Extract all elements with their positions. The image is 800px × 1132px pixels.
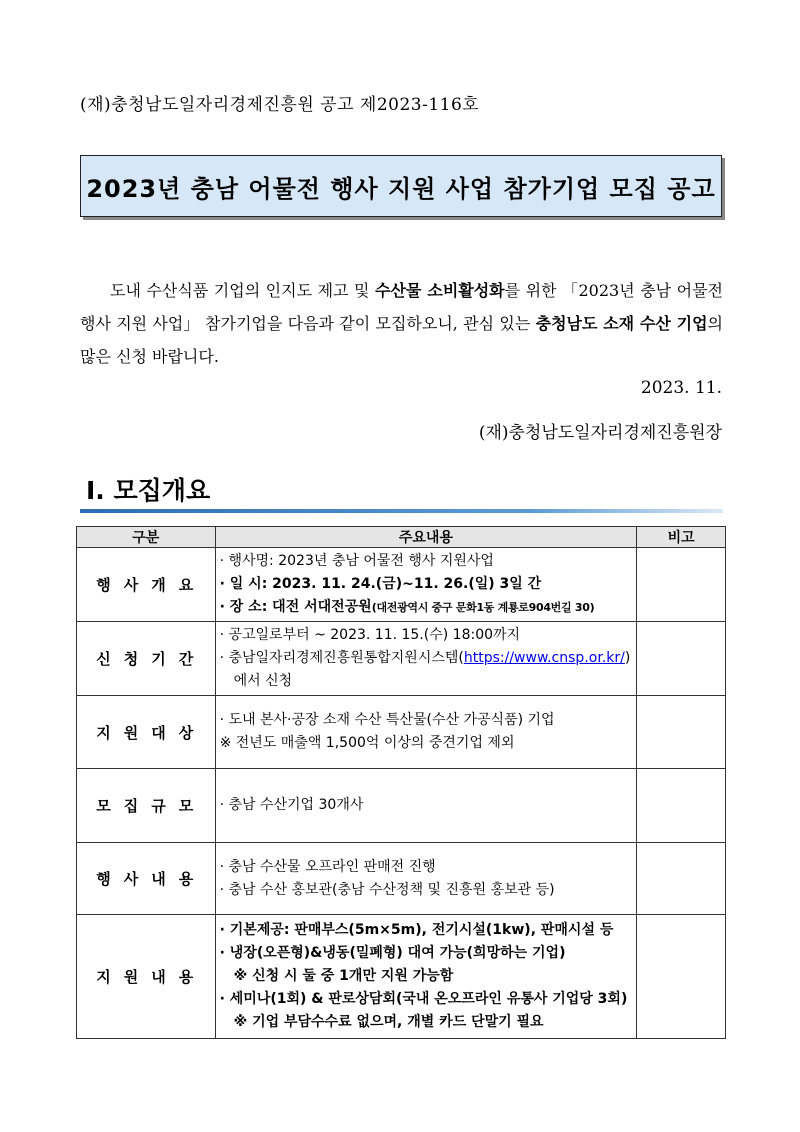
content-line: · 도내 본사·공장 소재 수산 특산물(수산 가공식품) 기업: [219, 712, 555, 728]
content-line: · 일 시: 2023. 11. 24.(금)~11. 26.(일) 3일 간: [219, 576, 542, 592]
row-category: 지원대상: [77, 696, 216, 769]
table-row: [77, 548, 726, 622]
table-row: [77, 622, 726, 696]
title-box: [80, 155, 722, 217]
content-line: · 충남 수산물 오프라인 판매전 진행: [219, 858, 436, 875]
table-row: [77, 843, 726, 915]
row-category: 모집규모: [77, 769, 216, 843]
row-content: [215, 548, 637, 622]
notice-number: (재)충청남도일자리경제진흥원 공고 제2023-116호: [80, 95, 480, 115]
table-header-row: [77, 527, 726, 548]
row-note: [637, 696, 726, 769]
table-row: [77, 769, 726, 843]
content-line: · 냉장(오픈형)&냉동(밀폐형) 대여 가능(희망하는 기업): [219, 945, 566, 961]
content-line: · 공고일로부터 ~ 2023. 11. 15.(수) 18:00까지: [219, 627, 521, 643]
row-category: 행사개요: [77, 548, 216, 622]
row-content: [215, 769, 637, 843]
content-line: · 충남 수산 홍보관(충남 수산정책 및 진흥원 홍보관 등): [219, 881, 555, 898]
row-content: [215, 622, 637, 696]
section-heading: [80, 475, 723, 513]
page-title: 2023년 충남 어물전 행사 지원 사업 참가기업 모집 공고: [86, 174, 716, 203]
header-content: 주요내용: [215, 527, 637, 548]
intro-text-3: 의 많은 신청 바랍니다.: [80, 314, 723, 366]
content-line: 에서 신청: [233, 673, 293, 689]
row-content: [215, 915, 637, 1039]
intro-paragraph: [80, 274, 723, 373]
row-category: 행사내용: [77, 843, 216, 915]
content-line: · 충남 수산기업 30개사: [219, 797, 364, 813]
row-category: 지원내용: [77, 915, 216, 1039]
intro-bold-2: 충청남도 소재 수산 기업: [535, 314, 708, 333]
section-title: Ⅰ. 모집개요: [86, 476, 211, 505]
system-link[interactable]: https://www.cnsp.or.kr/: [463, 650, 625, 666]
notice-date: 2023. 11.: [640, 378, 722, 398]
content-line: · 세미나(1회) & 판로상담회(국내 온오프라인 유통사 기업당 3회): [219, 991, 628, 1007]
venue-address: (대전광역시 중구 문화1동 계룡로904번길 30): [371, 601, 595, 614]
row-content: [215, 843, 637, 915]
table-row: [77, 696, 726, 769]
header-category: 구분: [77, 527, 216, 548]
overview-table: [76, 526, 726, 1039]
row-note: [637, 548, 726, 622]
section-rule: [80, 509, 723, 513]
intro-text-2: 를 위한 「2023년 충남 어물전 행사 지원 사업」 참가기업을 다음과 같이 모집하오니, 관심 있는: [80, 281, 723, 333]
row-note: [637, 915, 726, 1039]
content-line: ※ 신청 시 둘 중 1개만 지원 가능함: [233, 968, 454, 984]
row-content: [215, 696, 637, 769]
signer: (재)충청남도일자리경제진흥원장: [478, 423, 722, 443]
intro-text-1: 도내 수산식품 기업의 인지도 제고 및: [110, 281, 375, 300]
content-line: · 행사명: 2023년 충남 어물전 행사 지원사업: [219, 553, 494, 569]
row-category: 신청기간: [77, 622, 216, 696]
content-line: ※ 전년도 매출액 1,500억 이상의 중견기업 제외: [219, 735, 515, 751]
row-note: [637, 622, 726, 696]
content-line: · 장 소: 대전 서대전공원(대전광역시 중구 문화1동 계룡로904번길 30): [219, 599, 595, 615]
table-row: [77, 915, 726, 1039]
row-note: [637, 769, 726, 843]
content-line: · 충남일자리경제진흥원통합지원시스템(https://www.cnsp.or.kr/): [219, 650, 631, 666]
content-line: · 기본제공: 판매부스(5m×5m), 전기시설(1kw), 판매시설 등: [219, 922, 614, 938]
intro-bold-1: 수산물 소비활성화: [374, 281, 505, 300]
content-line: ※ 기업 부담수수료 없으며, 개별 카드 단말기 필요: [233, 1014, 544, 1030]
row-note: [637, 843, 726, 915]
header-note: 비고: [637, 527, 726, 548]
